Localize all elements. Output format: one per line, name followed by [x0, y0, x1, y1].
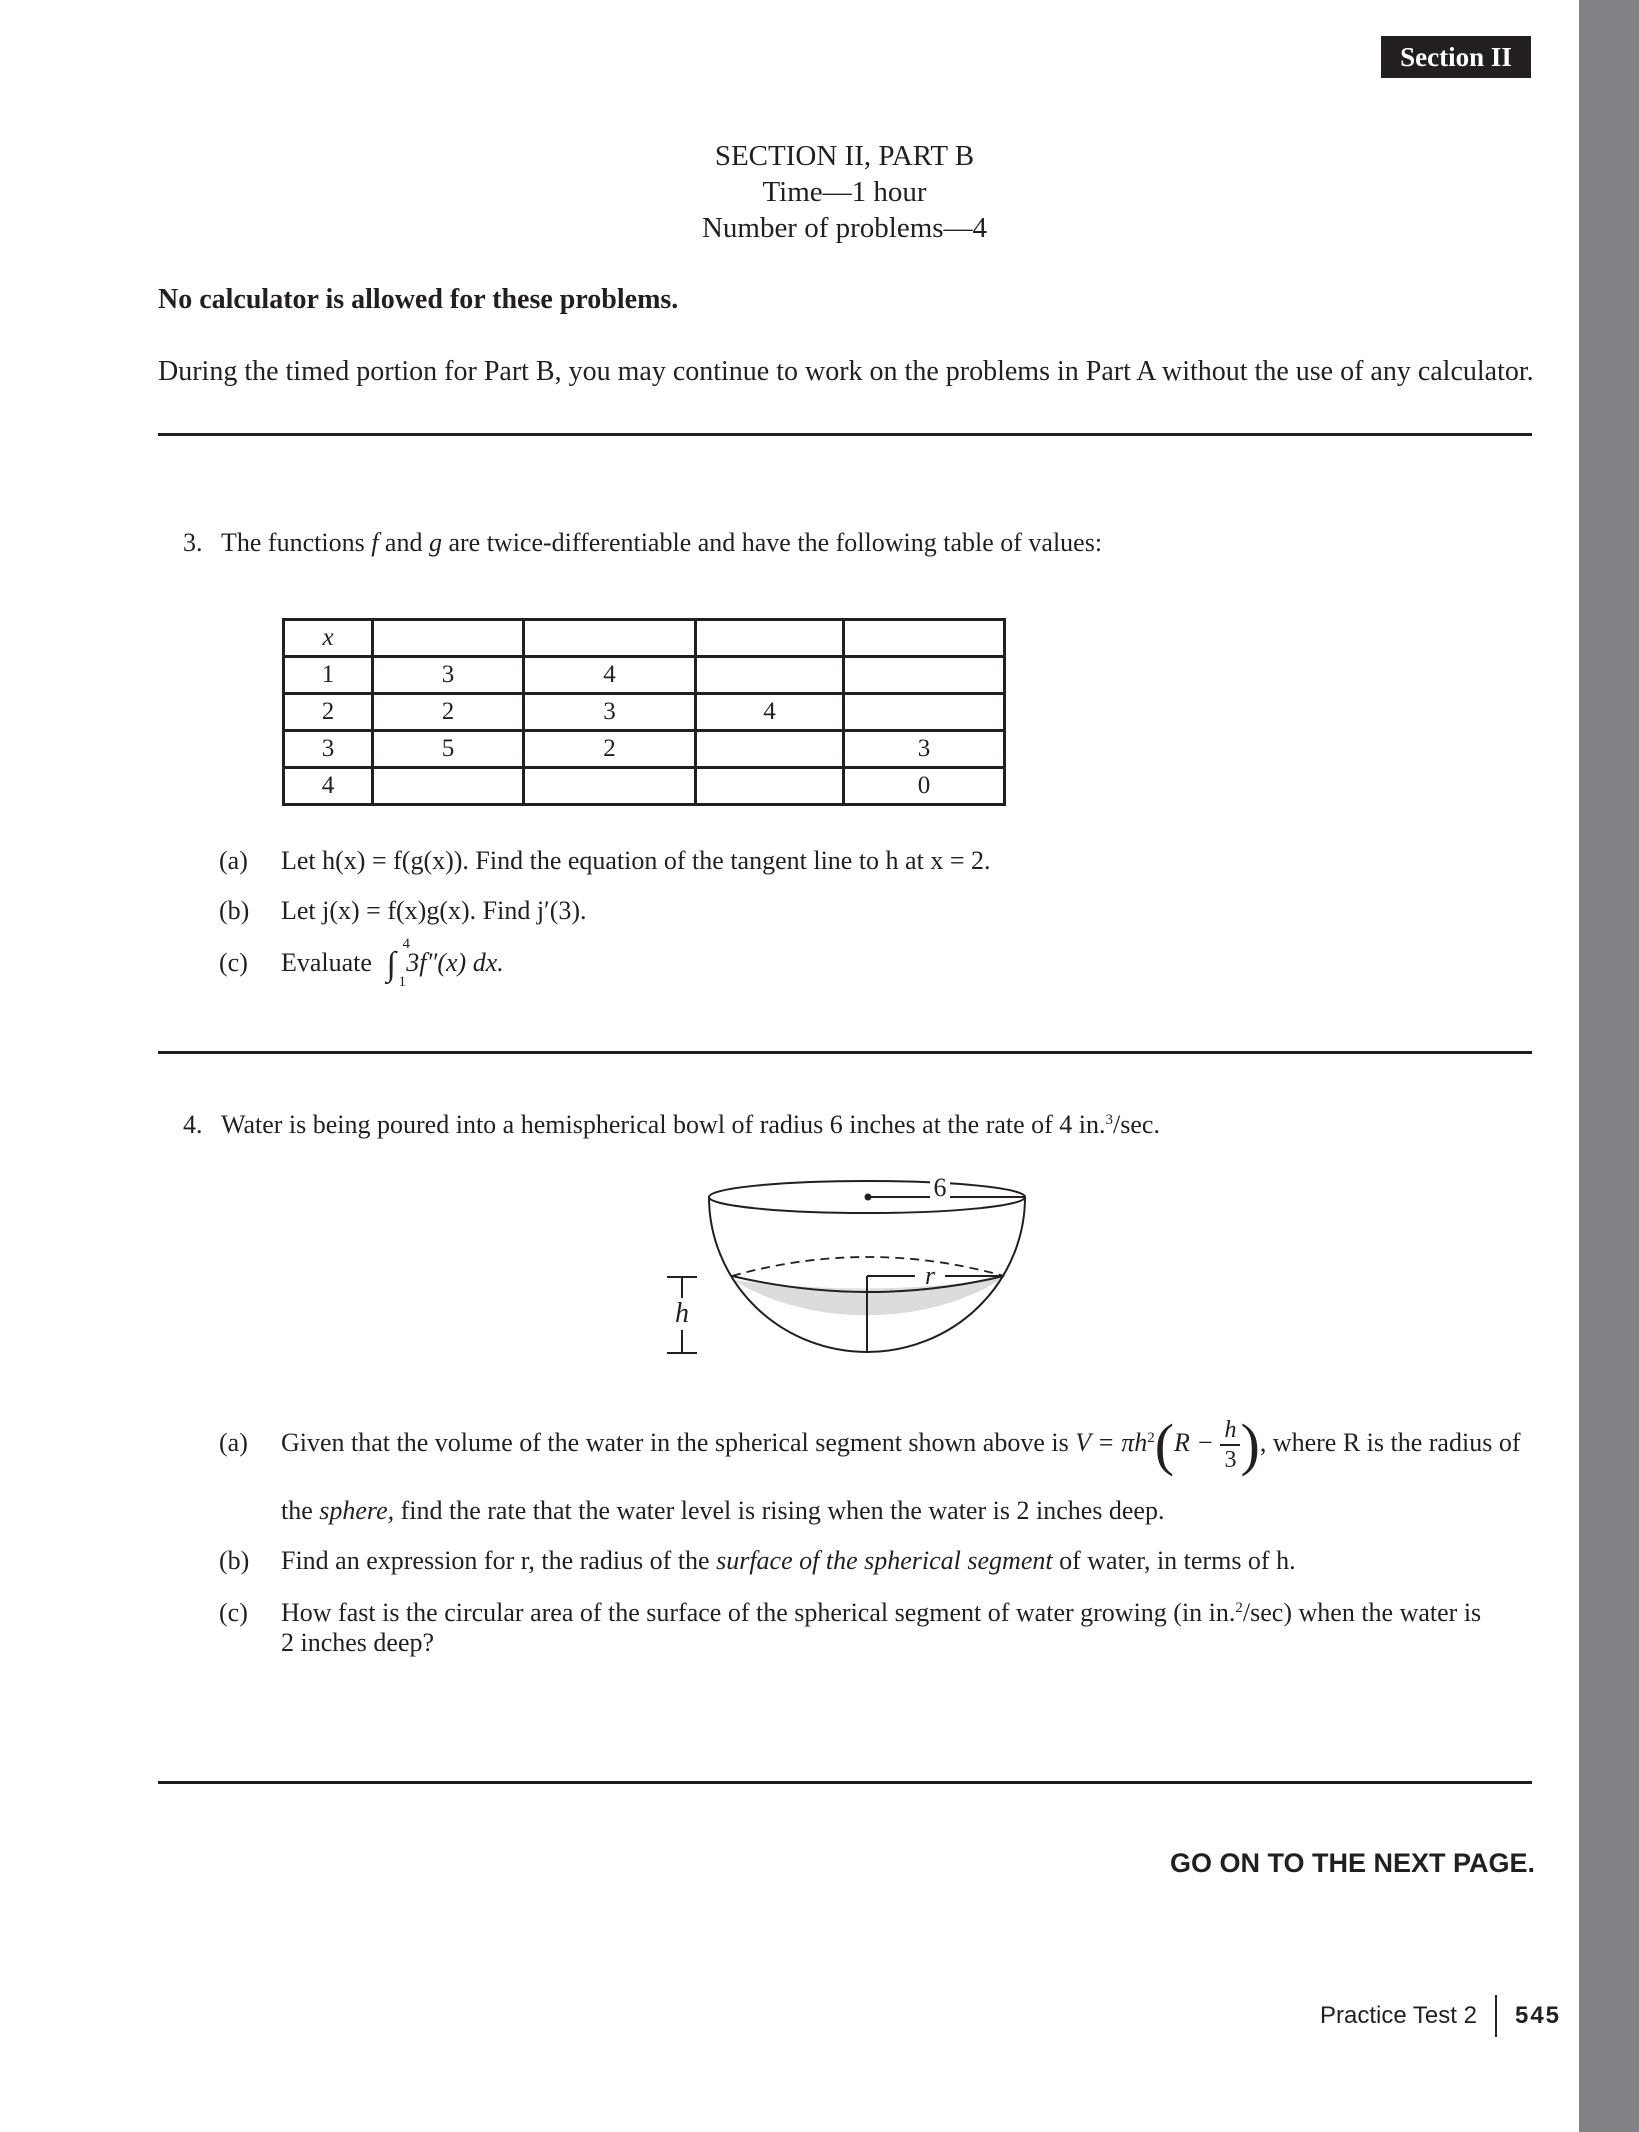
part-label: (b) [219, 896, 250, 925]
emphasis: sphere, [319, 1496, 395, 1525]
exponent: 2 [1147, 1429, 1155, 1446]
part-text: Find an expression for r, the radius of the [281, 1546, 717, 1575]
surface-radius-label: r [924, 1261, 936, 1290]
q4-stem-text-end: /sec. [1113, 1110, 1160, 1139]
table-cell: 3 [524, 694, 696, 731]
part-label: (c) [219, 1598, 248, 1627]
part-text: /sec) when the water is [1242, 1598, 1482, 1627]
q4-part-a-line2 [281, 1496, 1164, 1526]
q4-part-a [219, 1412, 1521, 1477]
table-cell: 3 [373, 657, 524, 694]
table-cell: 1 [284, 657, 373, 694]
footer-separator [1495, 1995, 1497, 2037]
q4-part-b [219, 1546, 1296, 1576]
part-text: How fast is the circular area of the surface of the spherical segment of water growing (in in. [281, 1598, 1236, 1627]
q4-part-c [219, 1598, 1481, 1628]
table-row [284, 731, 1005, 768]
integral-lower: 1 [398, 974, 406, 990]
q3-g: g [428, 528, 442, 557]
right-paren: ) [1240, 1412, 1260, 1477]
part-label: (a) [219, 846, 248, 875]
formula-inner: R − [1174, 1427, 1214, 1457]
values-table [282, 618, 1006, 806]
table-cell [696, 657, 844, 694]
superscript: 2 [1235, 1600, 1243, 1616]
q3-stem-text: The functions [221, 528, 372, 557]
integrand: 3f″(x) dx. [406, 948, 504, 977]
page-number: 545 [1514, 2002, 1562, 2029]
hemispherical-bowl-figure [640, 1150, 1040, 1370]
table-cell: 3 [284, 731, 373, 768]
fraction [1220, 1416, 1240, 1474]
q3-number: 3. [183, 528, 203, 557]
table-cell [844, 694, 1005, 731]
radius-label: 6 [933, 1173, 947, 1202]
q3-part-b [219, 896, 587, 926]
part-text: Let j(x) = f(x)g(x). Find j′(3). [281, 896, 587, 925]
q3-part-a [219, 846, 990, 876]
table-cell [696, 731, 844, 768]
q3-stem [183, 528, 1102, 558]
q4-stem [183, 1110, 1160, 1140]
table-cell [373, 768, 524, 805]
divider [158, 1781, 1532, 1784]
superscript: 3 [1105, 1112, 1114, 1128]
table-cell: 2 [284, 694, 373, 731]
part-text: of water, in terms of h. [1052, 1546, 1296, 1575]
table-cell [696, 768, 844, 805]
table-row [284, 657, 1005, 694]
page-footer [1320, 1995, 1561, 2037]
integral-sign: ∫ 4 1 [386, 936, 410, 990]
q4-number: 4. [183, 1110, 203, 1139]
table-cell: 2 [373, 694, 524, 731]
problem-count: Number of problems—4 [701, 212, 988, 244]
part-label: (a) [219, 1427, 248, 1457]
table-cell [844, 657, 1005, 694]
table-cell: 4 [284, 768, 373, 805]
emphasis: surface of the spherical segment [716, 1546, 1053, 1575]
q3-part-c [219, 936, 504, 990]
table-cell: 2 [524, 731, 696, 768]
section-title: SECTION II, PART B [714, 140, 975, 172]
part-b-instructions: During the timed portion for Part B, you may continue to work on the problems in Part A without the use of any calculator. [158, 356, 1534, 387]
q3-and: and [378, 528, 429, 557]
table-cell: 4 [696, 694, 844, 731]
part-text: find the rate that the water level is rising when the water is 2 inches deep. [394, 1496, 1165, 1525]
part-text: Let h(x) = f(g(x)). Find the equation of the tangent line to h at x = 2. [281, 846, 991, 875]
header-cell [844, 620, 1005, 657]
table-cell [524, 768, 696, 805]
header-cell [524, 620, 696, 657]
section-header [0, 138, 1579, 246]
header-cell [373, 620, 524, 657]
part-label: (b) [219, 1546, 250, 1575]
part-text: Given that the volume of the water in the spherical segment shown above is [281, 1427, 1076, 1457]
table-row [284, 694, 1005, 731]
depth-label: h [675, 1298, 689, 1329]
part-text: the [281, 1496, 320, 1525]
no-calculator-notice: No calculator is allowed for these problems. [158, 284, 679, 315]
volume-formula: V = πh [1075, 1427, 1148, 1457]
book-title: Practice Test 2 [1320, 2002, 1477, 2029]
time-limit: Time—1 hour [762, 176, 927, 208]
q4-stem-text: Water is being poured into a hemispherical bowl of radius 6 inches at the rate of 4 in. [221, 1110, 1106, 1139]
side-tab-strip [1579, 0, 1639, 2132]
q3-f: f [371, 528, 379, 557]
part-label: (c) [219, 948, 248, 977]
part-text-end: , where R is the radius of [1259, 1427, 1521, 1457]
left-paren: ( [1154, 1412, 1175, 1477]
table-header-row [284, 620, 1005, 657]
part-text: Evaluate [281, 948, 372, 977]
section-badge: Section II [1381, 36, 1531, 78]
table-row [284, 768, 1005, 805]
header-cell [696, 620, 844, 657]
table-cell: 4 [524, 657, 696, 694]
divider [158, 1051, 1532, 1054]
q4-part-c-line2: 2 inches deep? [281, 1628, 435, 1657]
go-on-notice: GO ON TO THE NEXT PAGE. [1170, 1848, 1536, 1878]
q3-stem-text-end: are twice-differentiable and have the following table of values: [441, 528, 1103, 557]
table-cell: 5 [373, 731, 524, 768]
integral-upper: 4 [402, 936, 410, 952]
header-cell: x [284, 620, 373, 657]
denominator: 3 [1220, 1444, 1240, 1474]
divider [158, 433, 1532, 436]
table-cell: 0 [844, 768, 1005, 805]
table-cell: 3 [844, 731, 1005, 768]
numerator: h [1224, 1417, 1237, 1443]
